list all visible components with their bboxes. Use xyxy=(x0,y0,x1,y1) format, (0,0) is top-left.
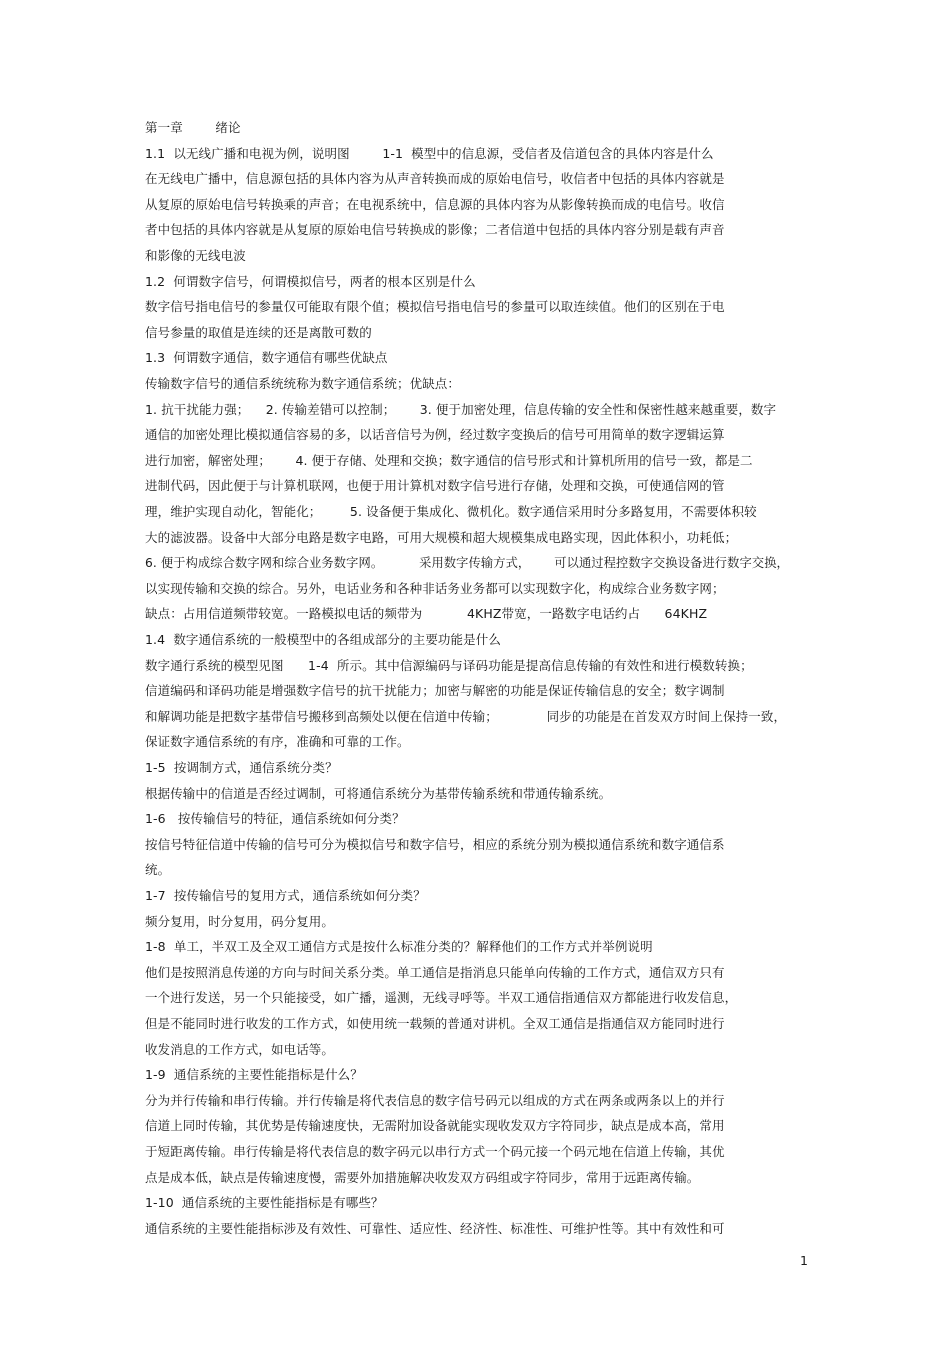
text-line: 1.3 何谓数字通信，数字通信有哪些优缺点 xyxy=(145,350,388,366)
text-line: 1.1 以无线广播和电视为例，说明图 1-1 模型中的信息源，受信者及信道包含的具体内容是什么 xyxy=(145,145,714,161)
text-line: 和影像的无线电波 xyxy=(145,248,246,263)
text-line: 1-9 通信系统的主要性能指标是什么？ xyxy=(145,1067,363,1083)
text-line: 统。 xyxy=(145,862,171,878)
text-line: 一个进行发送，另一个只能接受，如广播，遥测，无线寻呼等。半双工通信指通信双方都能进行收发信息， xyxy=(145,990,738,1006)
text-line: 收发消息的工作方式，如电话等。 xyxy=(145,1041,335,1057)
text-line: 进行加密，解密处理； 4. 便于存储、处理和交换；数字通信的信号形式和计算机所用的信号一致，都是二 xyxy=(145,452,753,468)
text-line: 6. 便于构成综合数字网和综合业务数字网。 采用数字传输方式， 可以通过程控数字交换设备进行数字交换， xyxy=(145,556,789,571)
text-line: 和解调功能是把数字基带信号搬移到高频处以便在信道中传输； 同步的功能是在首发双方时间上保持一致， xyxy=(145,708,787,724)
text-line: 1-8 单工，半双工及全双工通信方式是按什么标准分类的？解释他们的工作方式并举例说明 xyxy=(145,939,653,955)
page-number: 1 xyxy=(800,1253,808,1268)
text-line: 根据传输中的信道是否经过调制，可将通信系统分为基带传输系统和带通传输系统。 xyxy=(145,785,612,801)
text-line: 者中包括的具体内容就是从复原的原始电信号转换成的影像；二者信道中包括的具体内容分别是载有声音 xyxy=(145,222,725,238)
text-line: 但是不能同时进行收发的工作方式，如使用统一载频的普通对讲机。全双工通信是指通信双方能同时进行 xyxy=(145,1016,725,1031)
text-line: 于短距离传输。串行传输是将代表信息的数字码元以串行方式一个码元接一个码元地在信道上传输，其优 xyxy=(145,1144,725,1159)
text-line: 1-10 通信系统的主要性能指标是有哪些？ xyxy=(145,1195,384,1211)
text-line: 在无线电广播中，信息源包括的具体内容为从声音转换而成的原始电信号，收信者中包括的具体内容就是 xyxy=(145,171,725,187)
text-line: 按信号特征信道中传输的信号可分为模拟信号和数字信号，相应的系统分别为模拟通信系统和数字通信系 xyxy=(145,836,725,852)
text-line: 1-7 按传输信号的复用方式，通信系统如何分类？ xyxy=(145,888,426,903)
text-line: 通信系统的主要性能指标涉及有效性、可靠性、适应性、经济性、标准性、可维护性等。其中有效性和可 xyxy=(145,1220,725,1236)
text-line: 数字通行系统的模型见图 1-4 所示。其中信源编码与译码功能是提高信息传输的有效性和进行模数转换； xyxy=(145,657,753,673)
text-line: 大的滤波器。设备中大部分电路是数字电路，可用大规模和超大规模集成电路实现，因此体积小，功耗低； xyxy=(145,529,738,545)
text-line: 1. 抗干扰能力强； 2. 传输差错可以控制； 3. 便于加密处理，信息传输的安全性和保密性越来越重要，数字 xyxy=(145,401,777,417)
text-line: 缺点：占用信道频带较宽。一路模拟电话的频带为 4KHZ带宽，一路数字电话约占 64KHZ xyxy=(145,606,708,622)
text-line: 信道编码和译码功能是增强数字信号的抗干扰能力；加密与解密的功能是保证传输信息的安全；数字调制 xyxy=(145,683,725,699)
text-line: 1-6 按传输信号的特征，通信系统如何分类？ xyxy=(145,811,405,827)
text-line: 通信的加密处理比模拟通信容易的多，以话音信号为例，经过数字变换后的信号可用简单的数字逻辑运算 xyxy=(145,427,725,443)
text-line: 1.2 何谓数字信号，何谓模拟信号，两者的根本区别是什么 xyxy=(145,273,476,289)
text-line: 他们是按照消息传递的方向与时间关系分类。单工通信是指消息只能单向传输的工作方式，通信双方只有 xyxy=(145,964,725,980)
text-line: 从复原的原始电信号转换乘的声音；在电视系统中，信息源的具体内容为从影像转换而成的电信号。收信 xyxy=(145,196,725,212)
text-line: 分为并行传输和串行传输。并行传输是将代表信息的数字信号码元以组成的方式在两条或两条以上的并行 xyxy=(145,1092,725,1108)
text-line: 保证数字通信系统的有序，准确和可靠的工作。 xyxy=(145,734,410,750)
text-line: 信道上同时传输，其优势是传输速度快，无需附加设备就能实现收发双方字符同步，缺点是成本高，常用 xyxy=(145,1118,725,1134)
text-line: 第一章 绪论 xyxy=(145,120,241,135)
text-line: 理，维护实现自动化，智能化； 5. 设备便于集成化、微机化。数字通信采用时分多路复用，不需要体积较 xyxy=(145,504,757,519)
text-line: 信号参量的取值是连续的还是离散可数的 xyxy=(145,324,372,340)
text-line: 进制代码，因此便于与计算机联网，也便于用计算机对数字信号进行存储，处理和交换，可使通信网的管 xyxy=(145,478,725,494)
text-line: 频分复用，时分复用，码分复用。 xyxy=(145,913,335,929)
text-line: 传输数字信号的通信系统统称为数字通信系统；优缺点： xyxy=(145,376,461,391)
text-line: 1.4 数字通信系统的一般模型中的各组成部分的主要功能是什么 xyxy=(145,632,501,647)
text-line: 以实现传输和交换的综合。另外，电话业务和各种非话务业务都可以实现数字化，构成综合业务数字网； xyxy=(145,580,725,596)
text-line: 1-5 按调制方式，通信系统分类？ xyxy=(145,760,338,775)
text-line: 数字信号指电信号的参量仅可能取有限个值；模拟信号指电信号的参量可以取连续值。他们的区别在于电 xyxy=(145,299,725,315)
text-line: 点是成本低，缺点是传输速度慢，需要外加措施解决收发双方码组或字符同步，常用于远距离传输。 xyxy=(145,1169,700,1185)
